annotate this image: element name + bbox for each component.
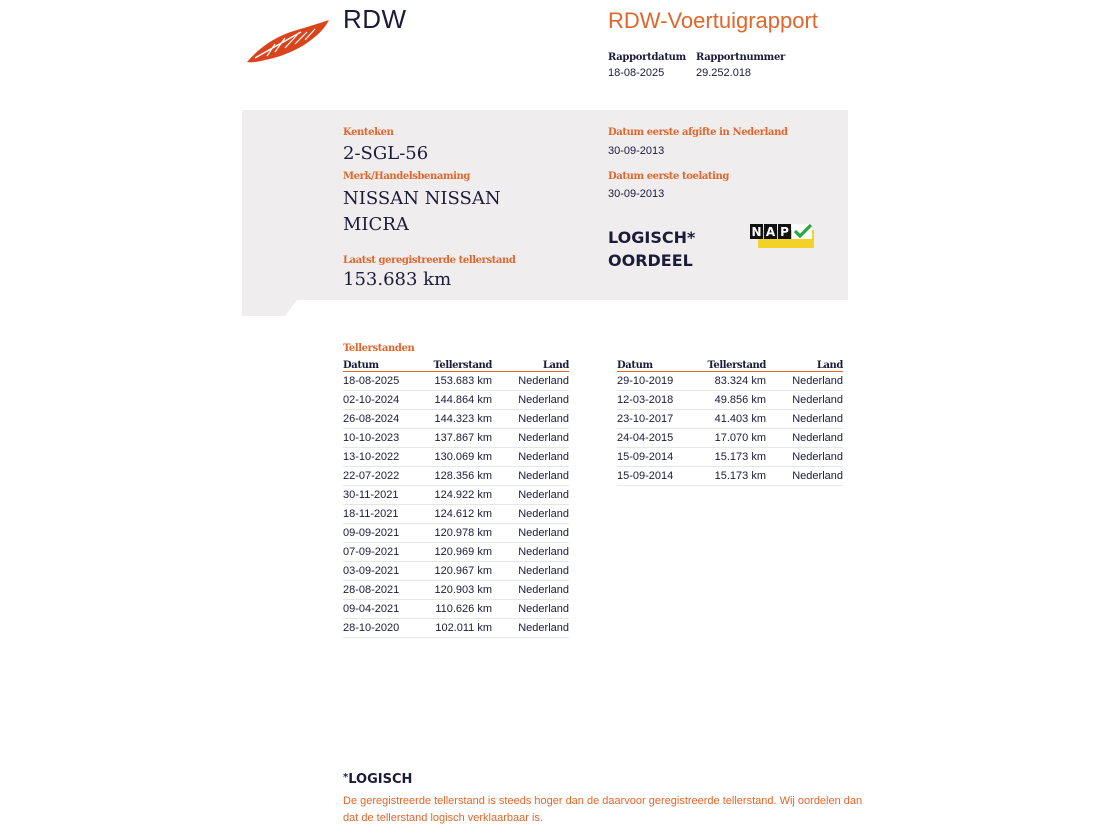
reading-odometer: 15.173 km: [703, 467, 766, 486]
table-row: [343, 600, 569, 619]
col-header-odometer: Tellerstand: [429, 359, 492, 372]
odometer-table-left: [343, 359, 569, 638]
table-row: [343, 391, 569, 410]
col-header-country: Land: [766, 359, 843, 372]
table-row: [343, 467, 569, 486]
table-row: [343, 410, 569, 429]
footnote-title: [343, 772, 412, 787]
report-number: 29.252.018: [696, 67, 752, 79]
table-row: [617, 372, 843, 391]
reading-date: 15-09-2014: [617, 467, 703, 486]
reading-country: Nederland: [766, 372, 843, 391]
reading-country: Nederland: [492, 581, 569, 600]
table-row: [343, 562, 569, 581]
reading-odometer: 49.856 km: [703, 391, 766, 410]
reading-country: Nederland: [492, 600, 569, 619]
table-row: [343, 372, 569, 391]
reading-country: Nederland: [492, 372, 569, 391]
reading-country: Nederland: [492, 524, 569, 543]
odometer-table-right: [617, 359, 843, 486]
reading-date: 07-09-2021: [343, 543, 429, 562]
reading-odometer: 120.967 km: [429, 562, 492, 581]
reading-odometer: 137.867 km: [429, 429, 492, 448]
reading-odometer: 144.323 km: [429, 410, 492, 429]
table-row: [343, 505, 569, 524]
make-value-line2: MICRA: [343, 214, 409, 235]
odometer-section-title: Tellerstanden: [343, 343, 415, 354]
reading-country: Nederland: [492, 505, 569, 524]
make-value-line1: NISSAN NISSAN: [343, 188, 501, 209]
panel-tab-decoration: [242, 300, 297, 316]
reading-date: 18-11-2021: [343, 505, 429, 524]
reading-country: Nederland: [766, 391, 843, 410]
make-label: Merk/Handelsbenaming: [343, 171, 471, 182]
col-header-date: Datum: [343, 359, 429, 372]
plate-label: Kenteken: [343, 127, 394, 138]
reading-odometer: 120.903 km: [429, 581, 492, 600]
reading-odometer: 153.683 km: [429, 372, 492, 391]
table-row: [343, 524, 569, 543]
reading-country: Nederland: [492, 391, 569, 410]
report-number-label: Rapportnummer: [696, 52, 785, 63]
nap-letter-p: P: [780, 225, 789, 239]
table-row: [617, 391, 843, 410]
reading-date: 26-08-2024: [343, 410, 429, 429]
reading-odometer: 124.922 km: [429, 486, 492, 505]
col-header-date: Datum: [617, 359, 703, 372]
reading-date: 10-10-2023: [343, 429, 429, 448]
reading-country: Nederland: [766, 467, 843, 486]
reading-odometer: 144.864 km: [429, 391, 492, 410]
reading-country: Nederland: [492, 486, 569, 505]
reading-odometer: 120.969 km: [429, 543, 492, 562]
reading-date: 30-11-2021: [343, 486, 429, 505]
reading-odometer: 41.403 km: [703, 410, 766, 429]
first-admission-value: 30-09-2013: [608, 188, 665, 200]
reading-country: Nederland: [492, 448, 569, 467]
reading-date: 18-08-2025: [343, 372, 429, 391]
rdw-logo-icon: [245, 18, 331, 66]
reading-country: Nederland: [492, 543, 569, 562]
reading-date: 28-10-2020: [343, 619, 429, 638]
reading-date: 28-08-2021: [343, 581, 429, 600]
first-issue-nl-value: 30-09-2013: [608, 145, 665, 157]
reading-country: Nederland: [766, 448, 843, 467]
reading-date: 13-10-2022: [343, 448, 429, 467]
col-header-country: Land: [492, 359, 569, 372]
reading-odometer: 15.173 km: [703, 448, 766, 467]
table-row: [617, 467, 843, 486]
report-date: 18-08-2025: [608, 67, 665, 79]
reading-country: Nederland: [766, 429, 843, 448]
footnote-title-text: LOGISCH: [348, 772, 413, 787]
table-row: [343, 581, 569, 600]
footnote-text: De geregistreerde tellerstand is steeds hoger dan de daarvoor geregistreerde tellerstand. Wij oordelen dan dat de tellerstand logisch verklaarbaar is.: [343, 795, 863, 824]
verdict-line2: OORDEEL: [608, 251, 693, 270]
reading-country: Nederland: [492, 619, 569, 638]
table-row: [343, 448, 569, 467]
reading-odometer: 110.626 km: [429, 600, 492, 619]
col-header-odometer: Tellerstand: [703, 359, 766, 372]
table-row: [343, 486, 569, 505]
reading-odometer: 120.978 km: [429, 524, 492, 543]
reading-date: 09-04-2021: [343, 600, 429, 619]
first-issue-nl-label: Datum eerste afgifte in Nederland: [608, 127, 788, 138]
footnote-star: *: [343, 772, 349, 783]
reading-date: 15-09-2014: [617, 448, 703, 467]
last-odometer-value: 153.683 km: [343, 269, 452, 290]
first-admission-label: Datum eerste toelating: [608, 171, 729, 182]
last-odometer-label: Laatst geregistreerde tellerstand: [343, 255, 516, 266]
reading-country: Nederland: [766, 410, 843, 429]
reading-date: 24-04-2015: [617, 429, 703, 448]
reading-odometer: 17.070 km: [703, 429, 766, 448]
reading-date: 02-10-2024: [343, 391, 429, 410]
nap-letter-n: N: [751, 225, 762, 239]
reading-odometer: 83.324 km: [703, 372, 766, 391]
reading-odometer: 124.612 km: [429, 505, 492, 524]
reading-country: Nederland: [492, 429, 569, 448]
reading-date: 12-03-2018: [617, 391, 703, 410]
plate-value: 2-SGL-56: [343, 143, 429, 164]
reading-odometer: 102.011 km: [429, 619, 492, 638]
reading-country: Nederland: [492, 562, 569, 581]
brand-name: RDW: [343, 4, 407, 34]
table-row: [343, 429, 569, 448]
reading-odometer: 128.356 km: [429, 467, 492, 486]
reading-odometer: 130.069 km: [429, 448, 492, 467]
reading-country: Nederland: [492, 467, 569, 486]
report-date-label: Rapportdatum: [608, 52, 686, 63]
reading-country: Nederland: [492, 410, 569, 429]
reading-date: 22-07-2022: [343, 467, 429, 486]
nap-badge: [750, 222, 814, 248]
reading-date: 29-10-2019: [617, 372, 703, 391]
verdict-line1: LOGISCH*: [608, 228, 696, 247]
table-row: [343, 543, 569, 562]
reading-date: 03-09-2021: [343, 562, 429, 581]
table-row: [617, 448, 843, 467]
table-row: [343, 619, 569, 638]
reading-date: 23-10-2017: [617, 410, 703, 429]
nap-letter-a: A: [765, 225, 776, 239]
report-title: RDW-Voertuigrapport: [608, 8, 818, 33]
reading-date: 09-09-2021: [343, 524, 429, 543]
vehicle-summary-panel: [242, 110, 848, 300]
table-row: [617, 429, 843, 448]
table-row: [617, 410, 843, 429]
